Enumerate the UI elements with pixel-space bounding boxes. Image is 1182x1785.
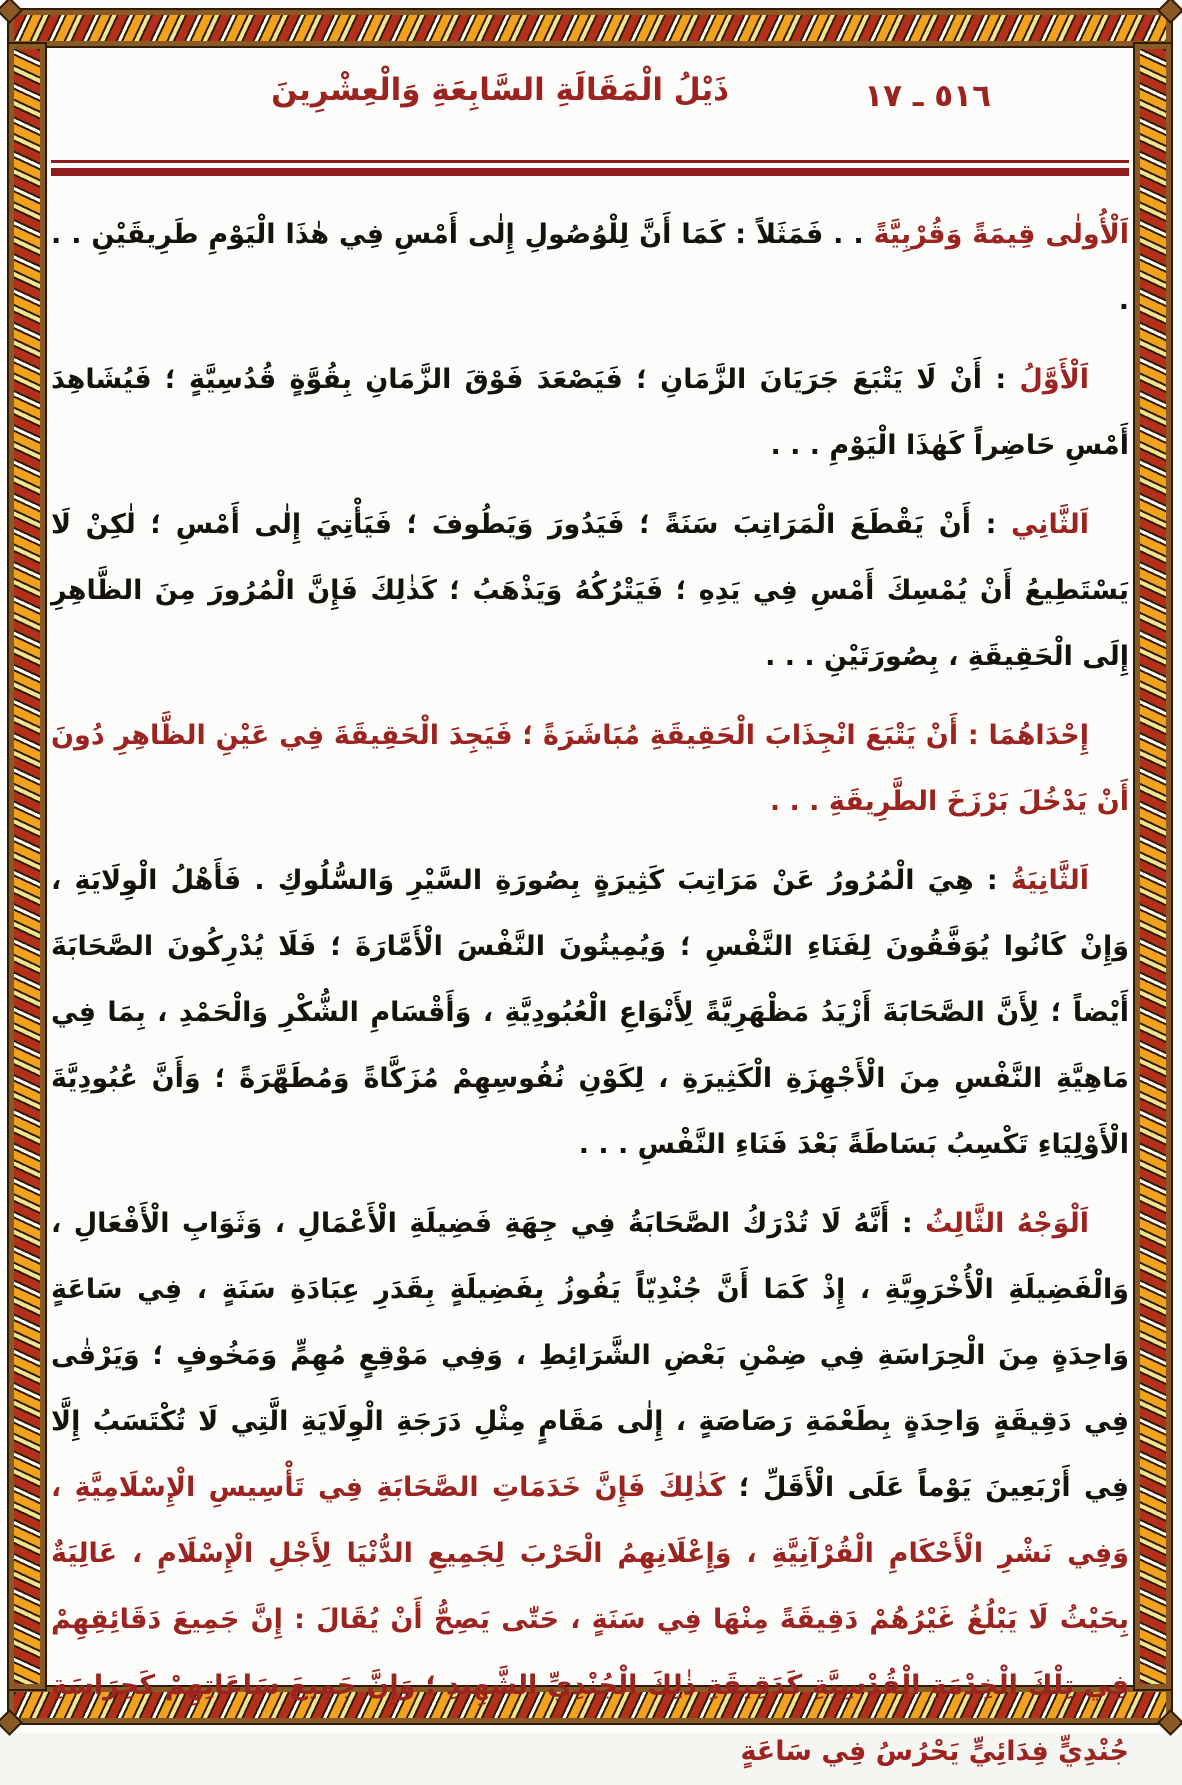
- text-segment: اَلْوَجْهُ الثَّالِثُ: [926, 1208, 1091, 1239]
- page-number: ٥١٦ ـ ١٧: [865, 78, 992, 114]
- ornamental-border-right: [1136, 44, 1172, 1689]
- ornamental-border-top: [10, 10, 1172, 46]
- page-content: [52, 46, 1131, 1767]
- text-segment: إِحْدَاهُمَا : أَنْ يَتْبَعَ انْجِذَابَ الْحَقِيقَةِ مُبَاشَرَةً ؛ فَيَجِدَ الْحَقِيقَةَ فِي عَيْنِ الظَّاهِرِ دُونَ أَنْ يَدْخُلَ بَرْزَخَ الطَّرِيقَةِ . . .: [52, 720, 1130, 817]
- text-segment: اَلْأَوَّلُ: [1020, 364, 1090, 395]
- page-header: [52, 72, 1130, 150]
- text-segment: اَلْأُولٰى قِيمَةً وَقُرْبِيَّةً: [874, 219, 1130, 250]
- body-text: [52, 202, 1130, 1785]
- text-segment: . . فَمَثَلاً : كَمَا أَنَّ لِلْوُصُولِ إِلٰى أَمْسِ فِي هٰذَا الْيَوْمِ طَرِيقَيْنِ . . .: [52, 219, 1130, 316]
- text-segment: : أَنَّهُ لَا تُدْرَكُ الصَّحَابَةُ فِي جِهَةِ فَضِيلَةِ الْأَعْمَالِ ، وَثَوَابِ الْأَفْعَالِ ، وَالْفَضِيلَةِ الْأُخْرَوِيَّةِ ، إِذْ كَمَا أَنَّ جُنْدِيّاً يَفُوزُ بِفَضِيلَةٍ بِقَدَرِ عِبَادَةِ سَنَةٍ ، فِي سَاعَةٍ وَاحِدَةٍ مِنَ الْحِرَاسَةِ فِي ضِمْنِ بَعْضِ الشَّرَائِطِ ، وَفِي مَوْقِعٍ مُهِمٍّ وَمَخُوفٍ ؛ وَيَرْقٰى فِي دَقِيقَةٍ وَاحِدَةٍ بِطَعْمَةِ رَصَاصَةٍ ، إِلٰى مَقَامٍ مِثْلِ دَرَجَةِ الْوِلَايَةِ الَّتِي لَا تُكْتَسَبُ إِلَّا فِي أَرْبَعِينَ يَوْماً عَلَى الْأَقَلِّ ؛: [52, 1208, 1131, 1503]
- paragraph: [52, 848, 1130, 1178]
- header-divider: [52, 160, 1130, 176]
- divider-rule-thick: [52, 168, 1130, 176]
- text-segment: : أَنْ يَقْطَعَ الْمَرَاتِبَ سَنَةً ؛ فَيَدُورَ وَيَطُوفَ ؛ فَيَأْتِيَ إِلٰى أَمْسِ ؛ لٰكِنْ لَا يَسْتَطِيعُ أَنْ يُمْسِكَ أَمْسِ فِي يَدِهِ ؛ فَيَتْرُكُهُ وَيَذْهَبُ ؛ كَذٰلِكَ فَإِنَّ الْمُرُورَ مِنَ الظَّاهِرِ إِلَى الْحَقِيقَةِ ، بِصُورَتَيْنِ . . .: [52, 509, 1130, 672]
- text-segment: اَلثَّانِي: [1011, 509, 1090, 540]
- page-title: ذَيْلُ الْمَقَالَةِ السَّابِعَةِ وَالْعِشْرِينَ: [272, 72, 730, 108]
- paragraph: [52, 703, 1130, 835]
- text-segment: : هِيَ الْمُرُورُ عَنْ مَرَاتِبَ كَثِيرَةٍ بِصُورَةِ السَّيْرِ وَالسُّلُوكِ . فَأَهْلُ الْوِلَايَةِ ، وَإِنْ كَانُوا يُوَفَّقُونَ لِفَنَاءِ النَّفْسِ ؛ وَيُمِيتُونَ النَّفْسَ الْأَمَّارَةَ ؛ فَلَا يُدْرِكُونَ الصَّحَابَةَ أَيْضاً ؛ لِأَنَّ الصَّحَابَةَ أَزْيَدُ مَظْهَرِيَّةً لِأَنْوَاعِ الْعُبُودِيَّةِ ، وَأَقْسَامِ الشُّكْرِ وَالْحَمْدِ ، بِمَا فِي مَاهِيَّةِ النَّفْسِ مِنَ الْأَجْهِزَةِ الْكَثِيرَةِ ، لِكَوْنِ نُفُوسِهِمْ مُزَكَّاةً وَمُطَهَّرَةً ؛ وَأَنَّ عُبُودِيَّةَ الْأَوْلِيَاءِ تَكْسِبُ بَسَاطَةً بَعْدَ فَنَاءِ النَّفْسِ . . .: [52, 865, 1130, 1160]
- paragraph: [52, 347, 1130, 479]
- paragraph: [52, 202, 1130, 334]
- text-segment: اَلثَّانِيَةُ: [1011, 865, 1090, 896]
- paragraph: [52, 1191, 1130, 1785]
- paragraph: [52, 492, 1130, 690]
- ornamental-border-left: [10, 44, 46, 1689]
- text-segment: كَذٰلِكَ فَإِنَّ خَدَمَاتِ الصَّحَابَةِ فِي تَأْسِيسِ الْإِسْلَامِيَّةِ ، وَفِي نَشْرِ الْأَحْكَامِ الْقُرْآنِيَّةِ ، وَإِعْلَانِهِمُ الْحَرْبَ لِجَمِيعِ الدُّنْيَا لِأَجْلِ الْإِسْلَامِ ، عَالِيَةٌ بِحَيْثُ لَا يَبْلُغُ غَيْرُهُمْ دَقِيقَةً مِنْهَا فِي سَنَةٍ ، حَتّٰى يَصِحُّ أَنْ يُقَالَ : إِنَّ جَمِيعَ دَقَائِقِهِمْ فِي تِلْكَ الْخِدْمَةِ الْقُدْسِيَّةِ كَدَقِيقَةِ ذٰلِكَ الْجُنْدِيِّ الشَّهِيدِ ؛ وَإِنَّ جَمِيعَ سَاعَاتِهِمْ كَحِرَاسَةِ جُنْدِيٍّ فِدَائِيٍّ يَحْرُسُ فِي سَاعَةٍ: [52, 1472, 1130, 1767]
- text-segment: : أَنْ لَا يَتْبَعَ جَرَيَانَ الزَّمَانِ ؛ فَيَصْعَدَ فَوْقَ الزَّمَانِ بِقُوَّةٍ قُدُسِيَّةٍ ؛ فَيُشَاهِدَ أَمْسِ حَاضِراً كَهٰذَا الْيَوْمِ . . .: [52, 364, 1130, 461]
